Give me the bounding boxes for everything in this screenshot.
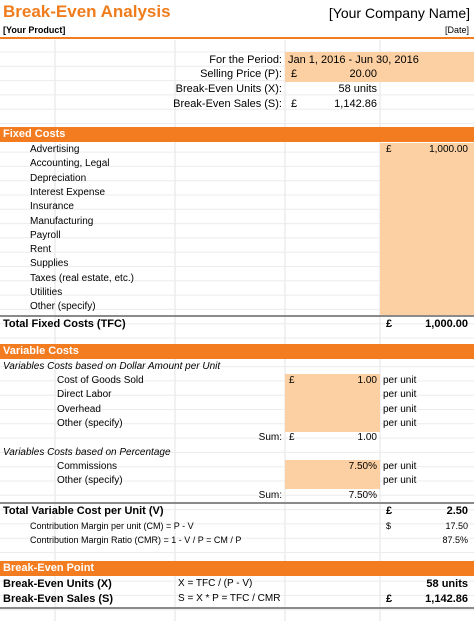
break-even-sales-currency: £: [291, 98, 298, 110]
per-unit-label: per unit: [383, 375, 417, 386]
cogs-currency: £: [289, 375, 295, 386]
period-label: For the Period:: [209, 54, 282, 66]
variable-costs-title: Variable Costs: [3, 345, 79, 357]
per-unit-label: per unit: [383, 403, 417, 415]
variable-cost-item: Overhead: [57, 403, 101, 415]
fixed-cost-item: Payroll: [30, 229, 61, 241]
dollar-sum-label: Sum:: [258, 432, 282, 443]
be-sales-formula: S = X * P = TFC / CMR: [178, 593, 281, 604]
fixed-cost-item: Depreciation: [30, 172, 87, 184]
selling-price-label: Selling Price (P):: [200, 68, 282, 80]
total-variable-cost-currency: £: [386, 505, 393, 517]
per-unit-label: per unit: [383, 475, 417, 487]
selling-price-currency: £: [291, 68, 298, 80]
break-even-sales-value: 1,142.86: [334, 98, 377, 110]
fixed-cost-item: Insurance: [30, 201, 74, 213]
fixed-cost-item: Interest Expense: [30, 186, 106, 198]
contribution-margin-ratio-label: Contribution Margin Ratio (CMR) = 1 - V / P = CM / P: [30, 535, 242, 545]
break-even-sales-label: Break-Even Sales (S):: [173, 98, 282, 110]
contribution-margin-value: 17.50: [445, 521, 468, 531]
fixed-costs-input-fill: [380, 143, 474, 315]
fixed-cost-item: Other (specify): [30, 301, 96, 313]
fixed-cost-item: Taxes (real estate, etc.): [30, 272, 134, 284]
percentage-costs-subtitle: Variables Costs based on Percentage: [3, 447, 171, 458]
sheet-title: Break-Even Analysis: [3, 2, 171, 21]
total-fixed-costs-currency: £: [386, 318, 393, 330]
advertising-currency: £: [386, 144, 392, 155]
total-fixed-costs-label: Total Fixed Costs (TFC): [3, 318, 126, 330]
fixed-cost-item: Manufacturing: [30, 215, 94, 227]
period-input[interactable]: Jan 1, 2016 - Jun 30, 2016: [288, 54, 419, 66]
total-variable-cost-value: 2.50: [446, 505, 468, 517]
variable-costs-header: [0, 344, 474, 359]
selling-price-input[interactable]: 20.00: [349, 68, 377, 80]
variable-cost-item: Direct Labor: [57, 389, 112, 401]
product-name[interactable]: [Your Product]: [3, 25, 66, 35]
break-even-units-value: 58 units: [338, 83, 377, 95]
fixed-costs-title: Fixed Costs: [3, 128, 66, 140]
total-fixed-costs-value: 1,000.00: [425, 318, 468, 330]
header-underline: [0, 37, 474, 39]
percentage-sum-value: 7.50%: [348, 490, 377, 501]
fixed-cost-item: Accounting, Legal: [30, 158, 110, 170]
cogs-input[interactable]: 1.00: [357, 375, 377, 386]
total-variable-cost-label: Total Variable Cost per Unit (V): [3, 505, 164, 517]
break-even-header: [0, 561, 474, 576]
per-unit-label: per unit: [383, 461, 417, 472]
be-units-value: 58 units: [426, 578, 468, 590]
break-even-bottom-rule: [0, 607, 474, 609]
commissions-input[interactable]: 7.50%: [348, 461, 377, 472]
be-sales-currency: £: [386, 593, 393, 605]
percentage-sum-label: Sum:: [258, 490, 282, 501]
contribution-margin-currency: $: [386, 521, 392, 531]
percentage-cost-item: Other (specify): [57, 475, 123, 487]
fixed-cost-item: Supplies: [30, 258, 69, 270]
break-even-title: Break-Even Point: [3, 562, 95, 574]
variable-cost-item: Cost of Goods Sold: [57, 375, 144, 386]
dollar-sum-value: 1.00: [357, 432, 377, 443]
be-units-formula: X = TFC / (P - V): [178, 578, 253, 589]
per-unit-label: per unit: [383, 417, 417, 429]
date-field[interactable]: [Date]: [444, 25, 469, 35]
dollar-sum-currency: £: [289, 432, 295, 443]
be-sales-label: Break-Even Sales (S): [3, 593, 114, 605]
fixed-cost-item: Utilities: [30, 287, 63, 298]
be-units-label: Break-Even Units (X): [3, 578, 112, 590]
dollar-costs-subtitle: Variables Costs based on Dollar Amount per Unit: [3, 361, 221, 372]
fixed-cost-item: Rent: [30, 244, 52, 256]
variable-cost-item: Other (specify): [57, 417, 123, 429]
per-unit-label: per unit: [383, 389, 417, 401]
contribution-margin-ratio-value: 87.5%: [442, 535, 468, 545]
be-sales-value: 1,142.86: [425, 593, 468, 605]
company-name[interactable]: [Your Company Name]: [328, 5, 470, 21]
contribution-margin-label: Contribution Margin per unit (CM) = P - V: [30, 521, 194, 531]
fixed-costs-header: [0, 127, 474, 142]
percentage-cost-item: Commissions: [57, 461, 118, 472]
fixed-cost-item: Advertising: [30, 144, 80, 155]
break-even-units-label: Break-Even Units (X):: [175, 83, 282, 95]
advertising-input[interactable]: 1,000.00: [429, 144, 468, 155]
